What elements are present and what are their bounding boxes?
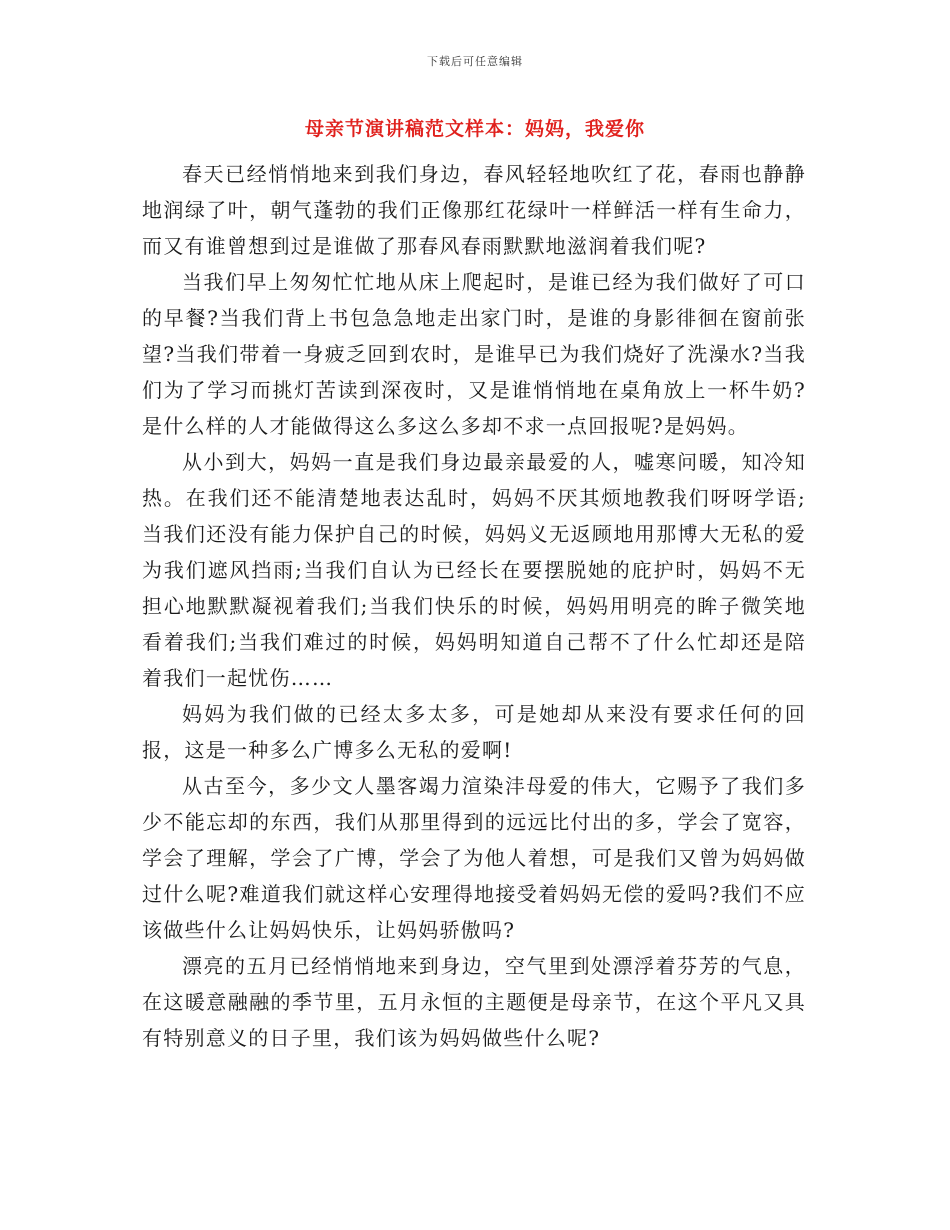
paragraph: 妈妈为我们做的已经太多太多，可是她却从来没有要求任何的回报，这是一种多么广博多么无私的爱啊! — [142, 702, 806, 762]
paragraph: 春天已经悄悄地来到我们身边，春风轻轻地吹红了花，春雨也静静地润绿了叶，朝气蓬勃的我们正像那红花绿叶一样鲜活一样有生命力，而又有谁曾想到过是谁做了那春风春雨默默地滋润着我们呢? — [142, 162, 806, 258]
document-title: 母亲节演讲稿范文样本：妈妈，我爱你 — [304, 118, 645, 140]
paragraph: 从古至今，多少文人墨客竭力渲染沣母爱的伟大，它赐予了我们多少不能忘却的东西，我们从那里得到的远远比付出的多，学会了宽容，学会了理解，学会了广博，学会了为他人着想，可是我们又曾为妈妈做过什么呢?难道我们就这样心安理得地接受着妈妈无偿的爱吗?我们不应该做些什么让妈妈快乐，让妈妈骄傲吗? — [142, 774, 806, 942]
paragraph: 当我们早上匆匆忙忙地从床上爬起时，是谁已经为我们做好了可口的早餐?当我们背上书包急急地走出家门时，是谁的身影徘徊在窗前张望?当我们带着一身疲乏回到农时，是谁早已为我们烧好了洗澡水?当我们为了学习而挑灯苦读到深夜时，又是谁悄悄地在桌角放上一杯牛奶?是什么样的人才能做得这么多这么多却不求一点回报呢?是妈妈。 — [142, 270, 806, 438]
paragraph: 漂亮的五月已经悄悄地来到身边，空气里到处漂浮着芬芳的气息，在这暖意融融的季节里，五月永恒的主题便是母亲节，在这个平凡又具有特别意义的日子里，我们该为妈妈做些什么呢? — [142, 954, 806, 1050]
document-body — [142, 156, 806, 1056]
header-note: 下载后可任意编辑 — [427, 55, 523, 68]
paragraph: 从小到大，妈妈一直是我们身边最亲最爱的人，嘘寒问暖，知冷知热。在我们还不能清楚地表达乱时，妈妈不厌其烦地教我们呀呀学语;当我们还没有能力保护自己的时候，妈妈义无返顾地用那博大无私的爱为我们遮风挡雨;当我们自认为已经长在要摆脱她的庇护时，妈妈不无担心地默默凝视着我们;当我们快乐的时候，妈妈用明亮的眸子微笑地看着我们;当我们难过的时候，妈妈明知道自己帮不了什么忙却还是陪着我们一起忧伤…… — [142, 450, 806, 690]
